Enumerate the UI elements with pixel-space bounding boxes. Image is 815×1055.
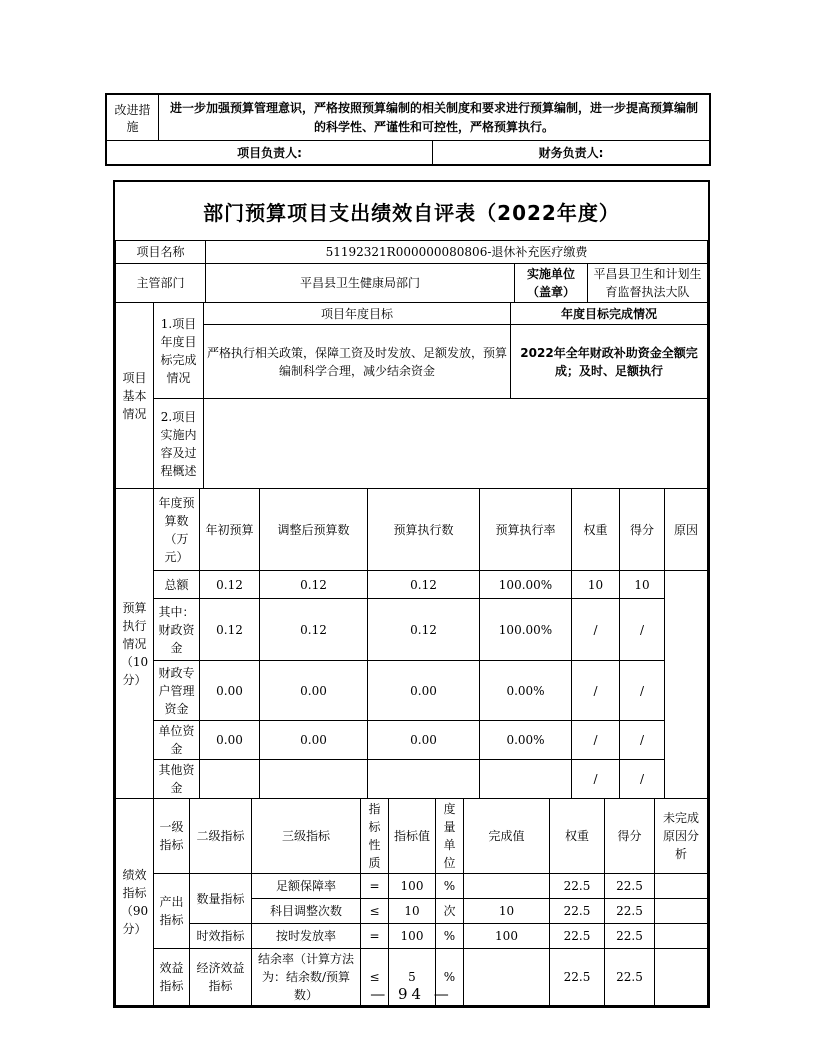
project-manager-label: 项目负责人: (237, 146, 302, 160)
basic-situation-band (115, 302, 708, 489)
perf-l2: 数量指标 (190, 874, 252, 924)
budget-row-label: 财政专户管理资金 (154, 661, 200, 721)
perf-unit: % (436, 874, 464, 899)
budget-adjusted: 0.00 (260, 721, 368, 760)
budget-initial: 0.00 (200, 721, 260, 760)
perf-unit: 次 (436, 899, 464, 924)
perf-target: 100 (389, 924, 436, 949)
budget-header-score: 得分 (620, 489, 665, 571)
budget-header-initial: 年初预算 (200, 489, 260, 571)
perf-l2: 经济效益指标 (190, 949, 252, 1006)
budget-initial: 0.12 (200, 571, 260, 599)
budget-executed: 0.00 (368, 721, 480, 760)
budget-row-total (116, 571, 708, 599)
budget-rate: 0.00% (480, 721, 572, 760)
budget-adjusted: 0.00 (260, 661, 368, 721)
budget-section-label: 预算执行情况（10分） (116, 489, 154, 799)
impl-unit-value: 平昌县卫生和计划生育监督执法大队 (588, 264, 708, 303)
goal-header: 项目年度目标 (204, 303, 511, 325)
perf-l3: 结余率（计算方法为：结余数/预算数） (252, 949, 361, 1006)
performance-band (115, 798, 708, 1006)
perf-header-unit: 度量单位 (436, 799, 464, 874)
budget-row-special-account (116, 661, 708, 721)
perf-actual: 100 (464, 924, 550, 949)
budget-rate: 0.00% (480, 661, 572, 721)
finance-manager-label: 财务负责人: (432, 141, 709, 164)
perf-header-l2: 二级指标 (190, 799, 252, 874)
perf-weight: 22.5 (550, 924, 605, 949)
perf-score: 22.5 (605, 899, 655, 924)
budget-header-adjusted: 调整后预算数 (260, 489, 368, 571)
budget-header-executed: 预算执行数 (368, 489, 480, 571)
signature-row (107, 141, 709, 164)
budget-initial: 0.12 (200, 599, 260, 661)
budget-row-other-funds (116, 760, 708, 799)
perf-unit: % (436, 949, 464, 1006)
budget-adjusted (260, 760, 368, 799)
budget-score: / (620, 599, 665, 661)
budget-score: / (620, 721, 665, 760)
perf-score: 22.5 (605, 874, 655, 899)
impl-unit-label: 实施单位（盖章） (515, 264, 588, 303)
perf-row-guarantee-rate (116, 874, 708, 899)
budget-row-label: 其他资金 (154, 760, 200, 799)
performance-section-label: 绩效指标（90分） (116, 799, 154, 1006)
perf-unit: % (436, 924, 464, 949)
budget-header-reason: 原因 (665, 489, 708, 571)
budget-rate: 100.00% (480, 599, 572, 661)
perf-actual: 10 (464, 899, 550, 924)
budget-header-rate: 预算执行率 (480, 489, 572, 571)
department-band (115, 263, 708, 303)
perf-actual (464, 874, 550, 899)
self-evaluation-table (113, 180, 710, 1008)
perf-weight: 22.5 (550, 949, 605, 1006)
budget-row-label: 总额 (154, 571, 200, 599)
perf-row-ontime-rate (116, 924, 708, 949)
budget-weight: / (572, 721, 620, 760)
budget-reason-cell (665, 571, 708, 799)
perf-l3: 科目调整次数 (252, 899, 361, 924)
perf-score: 22.5 (605, 924, 655, 949)
budget-weight: / (572, 599, 620, 661)
perf-reason (655, 874, 708, 899)
perf-reason (655, 924, 708, 949)
budget-header-col-label: 年度预算数（万元） (154, 489, 200, 571)
budget-weight: 10 (572, 571, 620, 599)
table-title: 部门预算项目支出绩效自评表（2022年度） (115, 182, 708, 241)
budget-score: / (620, 760, 665, 799)
budget-score: / (620, 661, 665, 721)
budget-row-label: 单位资金 (154, 721, 200, 760)
improvement-label: 改进措施 (107, 95, 159, 140)
perf-target: 5 (389, 949, 436, 1006)
budget-rate: 100.00% (480, 571, 572, 599)
goal-done-header: 年度目标完成情况 (511, 303, 708, 325)
budget-score: 10 (620, 571, 665, 599)
budget-row-fiscal (116, 599, 708, 661)
perf-header-nature: 指标性质 (361, 799, 389, 874)
dept-label: 主管部门 (116, 264, 206, 303)
perf-header-score: 得分 (605, 799, 655, 874)
perf-nature: = (361, 924, 389, 949)
perf-header-actual: 完成值 (464, 799, 550, 874)
perf-l3: 按时发放率 (252, 924, 361, 949)
budget-adjusted: 0.12 (260, 599, 368, 661)
budget-row-unit-funds (116, 721, 708, 760)
budget-executed: 0.12 (368, 571, 480, 599)
budget-adjusted: 0.12 (260, 571, 368, 599)
perf-score: 22.5 (605, 949, 655, 1006)
perf-nature: ≤ (361, 899, 389, 924)
basic-goal-label: 1.项目年度目标完成情况 (154, 303, 204, 399)
perf-l1: 产出指标 (154, 874, 190, 949)
impl-text (204, 399, 708, 489)
impl-label: 2.项目实施内容及过程概述 (154, 399, 204, 489)
perf-reason (655, 899, 708, 924)
budget-executed (368, 760, 480, 799)
perf-l3: 足额保障率 (252, 874, 361, 899)
budget-rate (480, 760, 572, 799)
perf-target: 100 (389, 874, 436, 899)
page-number: — 94 — (370, 985, 453, 1003)
perf-nature: ≤ (361, 949, 389, 1006)
improvement-table (105, 93, 711, 166)
perf-header-l1: 一级指标 (154, 799, 190, 874)
goal-text: 严格执行相关政策，保障工资及时发放、足额发放，预算编制科学合理，减少结余资金 (204, 325, 511, 399)
goal-done-text: 2022年全年财政补助资金全额完成；及时、足额执行 (511, 325, 708, 399)
perf-l1: 效益指标 (154, 949, 190, 1006)
perf-header-l3: 三级指标 (252, 799, 361, 874)
perf-l2: 时效指标 (190, 924, 252, 949)
budget-initial (200, 760, 260, 799)
perf-weight: 22.5 (550, 874, 605, 899)
dept-value: 平昌县卫生健康局部门 (206, 264, 515, 303)
budget-weight: / (572, 760, 620, 799)
project-name-label: 项目名称 (116, 241, 206, 264)
perf-target: 10 (389, 899, 436, 924)
budget-executed: 0.12 (368, 599, 480, 661)
budget-executed: 0.00 (368, 661, 480, 721)
perf-weight: 22.5 (550, 899, 605, 924)
perf-nature: = (361, 874, 389, 899)
budget-header-weight: 权重 (572, 489, 620, 571)
budget-execution-band (115, 488, 708, 799)
basic-section-label: 项目基本情况 (116, 303, 154, 489)
improvement-text: 进一步加强预算管理意识，严格按照预算编制的相关制度和要求进行预算编制，进一步提高预算编制的科学性、严谨性和可控性，严格预算执行。 (169, 100, 698, 134)
improvement-row (107, 95, 709, 141)
budget-weight: / (572, 661, 620, 721)
perf-header-reason: 未完成原因分析 (655, 799, 708, 874)
budget-initial: 0.00 (200, 661, 260, 721)
budget-row-label: 其中：财政资金 (154, 599, 200, 661)
perf-header-weight: 权重 (550, 799, 605, 874)
perf-header-target: 指标值 (389, 799, 436, 874)
project-name-band (115, 240, 708, 264)
project-name-value: 51192321R000000080806-退休补充医疗缴费 (206, 241, 708, 264)
